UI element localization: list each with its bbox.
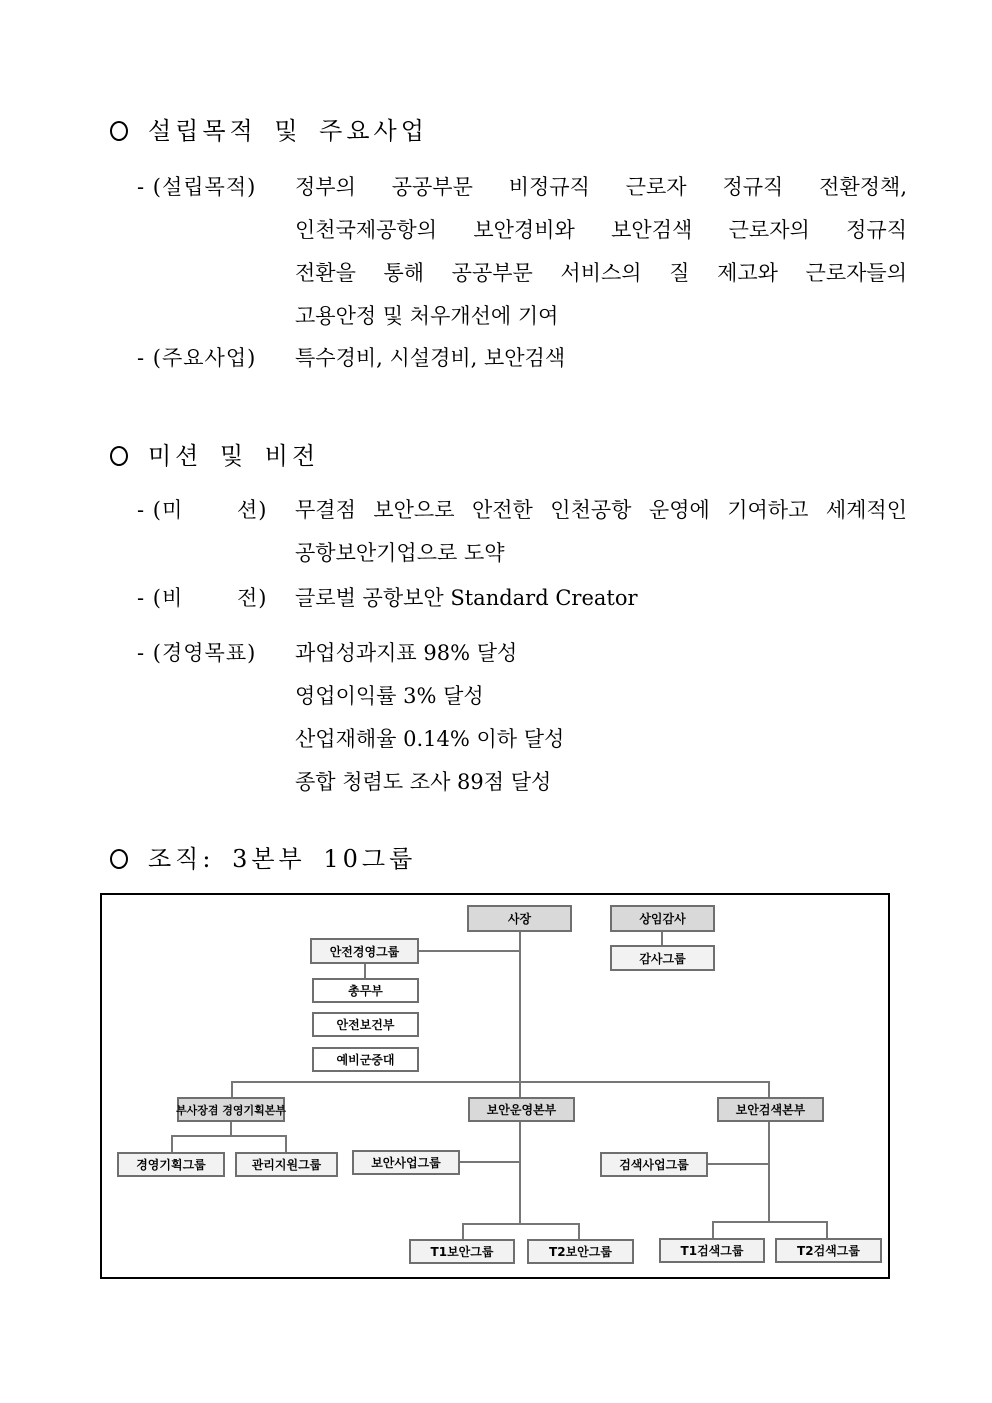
section-heading-organization [110, 844, 416, 874]
connector-line [712, 1221, 828, 1223]
connector-line [171, 1135, 287, 1137]
purpose-item-founding [137, 166, 907, 338]
org-node-t1-security-group: T1보안그룹 [409, 1239, 515, 1264]
section-title: 미션 및 비전 [148, 442, 320, 470]
connector-line [460, 1161, 520, 1163]
connector-line [661, 932, 663, 945]
item-label: - (경영목표) [137, 641, 257, 665]
connector-line [231, 1081, 233, 1097]
management-goals-item [137, 632, 907, 804]
body-line: 특수경비, 시설경비, 보안검색 [295, 346, 566, 370]
org-node-general-affairs-dept: 총무부 [312, 978, 419, 1003]
connector-line [708, 1163, 770, 1165]
item-body [295, 577, 907, 620]
mission-item [137, 489, 907, 575]
body-line: 고용안정 및 처우개선에 기여 [295, 304, 559, 328]
body-line: 전환을 통해 공공부문 서비스의 질 제고와 근로자들의 [295, 261, 907, 285]
connector-line [462, 1223, 464, 1239]
item-body [295, 632, 907, 804]
connector-line [285, 1135, 287, 1152]
org-node-admin-support-group: 관리지원그룹 [235, 1152, 338, 1177]
section-heading-mission [110, 441, 319, 471]
body-line: 무결점 보안으로 안전한 인천공항 운영에 기여하고 세계적인 [295, 498, 907, 522]
connector-line [364, 964, 366, 978]
body-line: 산업재해율 0.14% 이하 달성 [295, 727, 565, 751]
connector-line [519, 1122, 521, 1225]
item-body [295, 166, 907, 338]
connector-line [768, 1081, 770, 1097]
org-node-screening-business-group: 검색사업그룹 [600, 1152, 708, 1177]
org-node-evp-mgmt-planning-hq: 부사장겸 경영기획본부 [177, 1097, 285, 1122]
connector-line [578, 1223, 580, 1239]
org-node-t1-screening-group: T1검색그룹 [659, 1238, 765, 1263]
section-title: 조직: 3본부 10그룹 [148, 845, 417, 873]
connector-line [519, 932, 521, 1097]
connector-line [712, 1221, 714, 1238]
org-node-audit-group: 감사그룹 [610, 945, 715, 971]
org-node-mgmt-planning-group: 경영기획그룹 [117, 1152, 225, 1177]
vision-item [137, 577, 907, 620]
section-heading-purpose [110, 116, 428, 146]
body-line: 공항보안기업으로 도약 [295, 541, 505, 565]
org-node-reserve-forces-company: 예비군중대 [312, 1047, 419, 1072]
section-title: 설립목적 및 주요사업 [148, 117, 428, 145]
item-label: - (설립목적) [137, 175, 257, 199]
body-line: 글로벌 공항보안 Standard Creator [295, 586, 638, 610]
connector-line [171, 1135, 173, 1152]
org-node-security-operations-hq: 보안운영본부 [468, 1097, 575, 1122]
item-body [295, 337, 907, 380]
body-line: 인천국제공항의 보안경비와 보안검색 근로자의 정규직 [295, 218, 907, 242]
body-line: 정부의 공공부문 비정규직 근로자 정규직 전환정책, [295, 175, 907, 199]
org-node-safety-mgmt-group: 안전경영그룹 [310, 938, 419, 964]
body-line: 과업성과지표 98% 달성 [295, 641, 518, 665]
circle-bullet-icon [110, 446, 128, 466]
org-node-t2-security-group: T2보안그룹 [527, 1239, 634, 1264]
item-label: - (주요사업) [137, 346, 257, 370]
org-node-standing-auditor: 상임감사 [610, 905, 715, 932]
org-node-ceo: 사장 [467, 905, 572, 932]
circle-bullet-icon [110, 121, 128, 141]
connector-line [419, 950, 519, 952]
circle-bullet-icon [110, 849, 128, 869]
org-node-t2-screening-group: T2검색그룹 [775, 1238, 882, 1263]
item-label: - (미 션) [137, 498, 268, 522]
connector-line [768, 1122, 770, 1222]
org-node-security-screening-hq: 보안검색본부 [717, 1097, 824, 1122]
connector-line [231, 1081, 770, 1083]
org-chart [100, 893, 890, 1279]
org-node-safety-health-dept: 안전보건부 [312, 1012, 419, 1037]
body-line: 영업이익률 3% 달성 [295, 684, 484, 708]
body-line: 종합 청렴도 조사 89점 달성 [295, 770, 552, 794]
purpose-item-main-business [137, 337, 907, 380]
connector-line [462, 1223, 580, 1225]
connector-line [826, 1221, 828, 1238]
item-label: - (비 전) [137, 586, 268, 610]
item-body [295, 489, 907, 575]
org-node-security-business-group: 보안사업그룹 [352, 1150, 460, 1175]
